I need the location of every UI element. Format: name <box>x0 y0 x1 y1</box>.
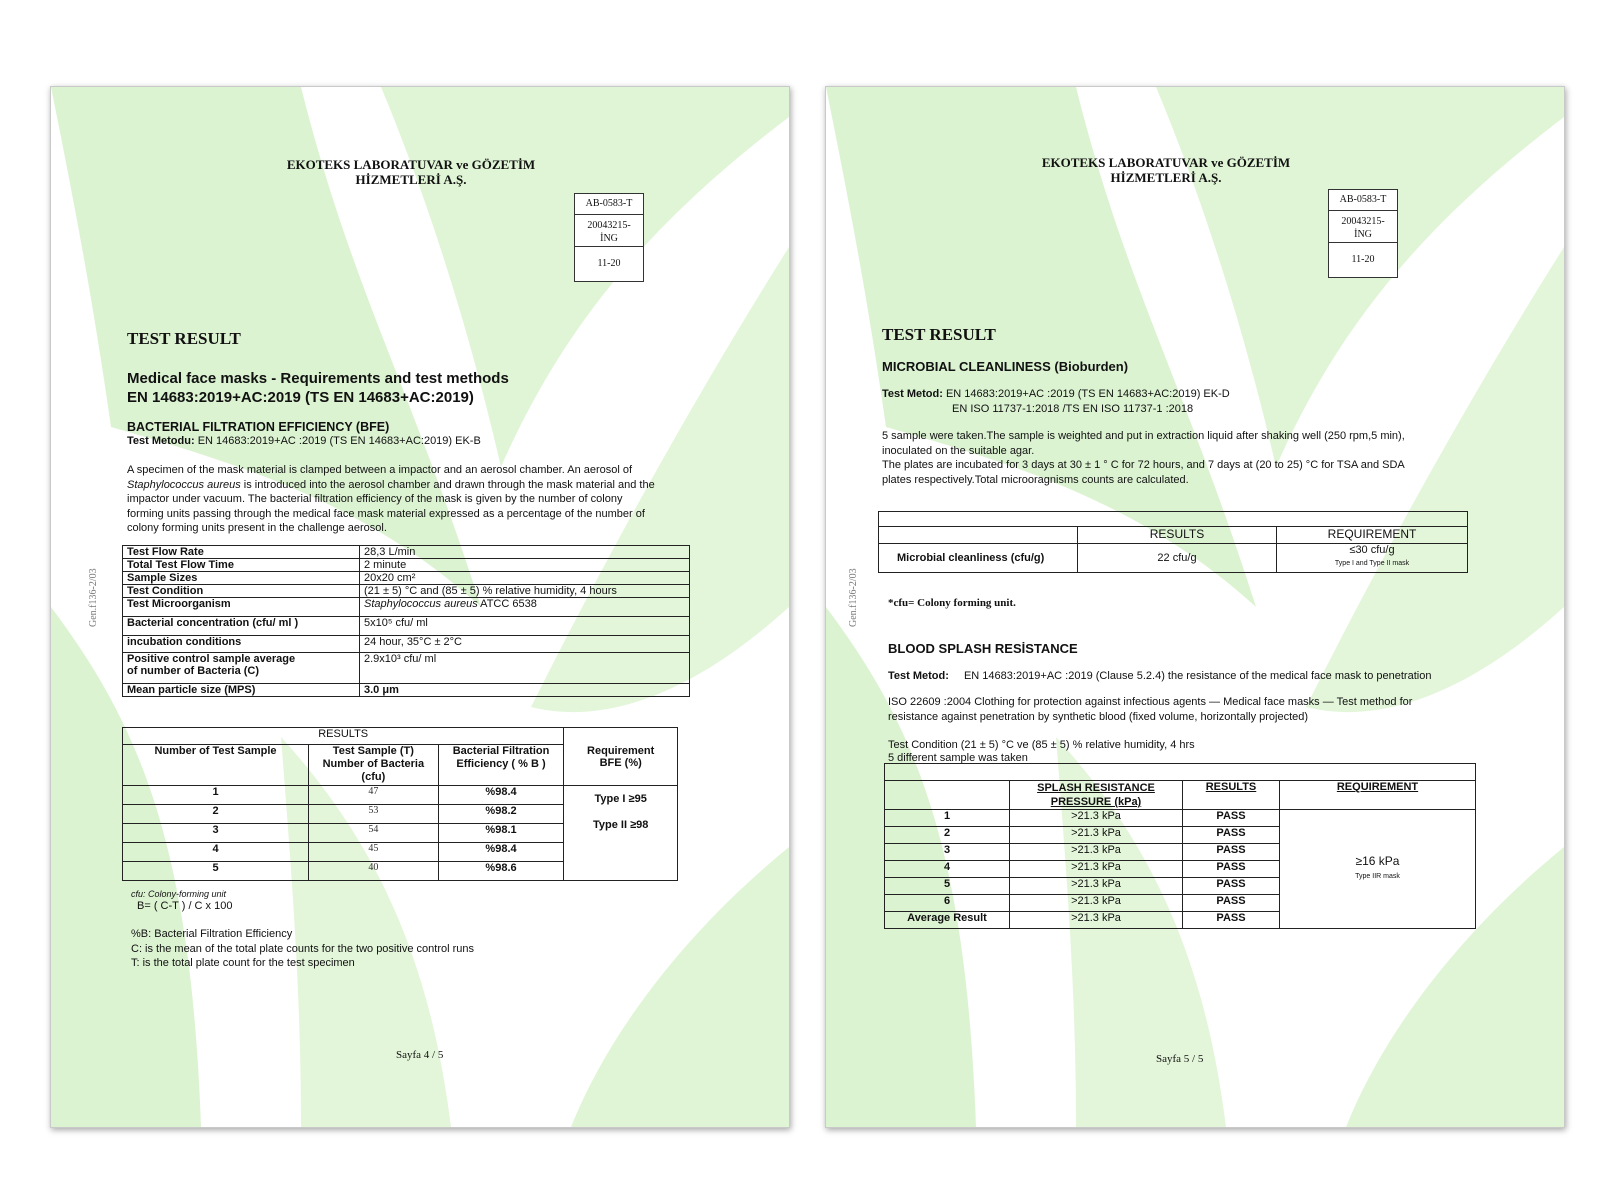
requirement-header <box>564 728 678 786</box>
form-code: Gen.f136-2/03 <box>88 568 99 627</box>
bacteria-count: 54 <box>309 824 439 843</box>
splash-pressure: >21.3 kPa <box>1010 878 1183 895</box>
blood-splash-method <box>888 669 1431 684</box>
standard-title-line2: EN 14683:2019+AC:2019 (TS EN 14683+AC:2019) <box>127 389 474 406</box>
desc-line3: impactor under vacuum. The bacterial filtration efficiency of the mask is given by the number of colony <box>127 493 623 505</box>
bacteria-count: 40 <box>309 862 439 881</box>
requirement-type1: Type I ≥95 <box>594 793 647 805</box>
microbial-results-table <box>878 511 1468 573</box>
condition-label: Bacterial concentration (cfu/ ml ) <box>123 617 360 636</box>
condition-label: Test Flow Rate <box>123 546 360 559</box>
table-row <box>123 546 690 559</box>
iso-reference <box>888 695 1412 724</box>
report-number-part1: 20043215- <box>587 220 631 231</box>
condition-value: 2 minute <box>360 559 690 572</box>
cfu-note: cfu: Colony-forming unit <box>131 889 227 899</box>
column-header-row <box>879 527 1468 544</box>
microbial-requirement-value: ≤30 cfu/g <box>1349 544 1395 556</box>
blood-method-value: EN 14683:2019+AC :2019 (Clause 5.2.4) the resistance of the medical face mask to penetration <box>963 670 1432 682</box>
table-row <box>123 684 690 697</box>
test-conditions-table <box>122 545 690 697</box>
condition-line: Test Condition (21 ± 5) °C ve (85 ± 5) % relative humidity, 4 hrs <box>888 739 1195 751</box>
lab-name-line2: HİZMETLERİ A.Ş. <box>1110 170 1222 185</box>
desc-line1: A specimen of the mask material is clamped between a impactor and an aerosol chamber. An aerosol of <box>127 464 633 476</box>
micro-desc-line3: The plates are incubated for 3 days at 30 ± 1 ° C for 72 hours, and 7 days at (20 to 25) °C for TSA and SDA <box>882 459 1405 471</box>
note-bfe: %B: Bacterial Filtration Efficiency <box>131 928 293 940</box>
iso-line1: ISO 22609 :2004 Clothing for protection against infectious agents — Medical face masks — Test method for <box>888 696 1413 708</box>
col-efficiency-line1: Bacterial Filtration <box>452 745 550 757</box>
test-result-title: TEST RESULT <box>127 329 241 348</box>
col-test-sample-line1: Test Sample (T) <box>332 745 414 757</box>
splash-pressure: >21.3 kPa <box>1010 895 1183 912</box>
form-code: Gen.f136-2/03 <box>848 568 859 627</box>
results-header: RESULTS <box>123 728 564 745</box>
splash-result: PASS <box>1183 878 1280 895</box>
col-efficiency-line2: Efficiency ( % B ) <box>456 758 546 770</box>
condition-value: 24 hour, 35°C ± 2°C <box>360 636 690 653</box>
sample-number: 2 <box>885 827 1010 844</box>
table-top-row <box>879 512 1468 527</box>
bacteria-count: 47 <box>309 786 439 805</box>
col-splash-results: RESULTS <box>1183 781 1280 810</box>
requirement-type2: Type II ≥98 <box>593 819 649 831</box>
sample-number: 1 <box>885 810 1010 827</box>
report-number <box>1329 211 1397 243</box>
splash-conditions <box>888 739 1195 765</box>
organism-strain: ATCC 6538 <box>477 598 537 610</box>
condition-label-line1: Positive control sample average <box>127 653 296 665</box>
col-test-sample <box>309 745 439 786</box>
microbial-method <box>882 387 1230 416</box>
bfe-heading: BACTERIAL FILTRATION EFFICIENCY (BFE) <box>127 420 390 434</box>
desc-line2 <box>127 478 717 493</box>
sample-number: 4 <box>123 843 309 862</box>
splash-result: PASS <box>1183 895 1280 912</box>
document-code-box <box>1328 189 1398 278</box>
splash-result: PASS <box>1183 810 1280 827</box>
splash-pressure: >21.3 kPa <box>1010 861 1183 878</box>
method-value: EN 14683:2019+AC :2019 (TS EN 14683+AC:2019) EK-B <box>197 435 481 447</box>
bfe-value: %98.1 <box>438 824 564 843</box>
method-label: Test Metodu: <box>127 435 195 447</box>
bfe-formula: B= ( C-T ) / C x 100 <box>137 900 233 912</box>
test-result-title: TEST RESULT <box>882 325 996 344</box>
microbial-requirement-note: Type I and Type II mask <box>1334 560 1410 567</box>
microbial-result: 22 cfu/g <box>1078 544 1277 573</box>
lab-name-line1: EKOTEKS LABORATUVAR ve GÖZETİM <box>1041 155 1291 170</box>
report-number <box>575 215 643 247</box>
condition-label: Test Microorganism <box>123 598 360 617</box>
col-sample-number: Number of Test Sample <box>123 745 309 786</box>
document-code-box <box>574 193 644 282</box>
splash-pressure: >21.3 kPa <box>1010 844 1183 861</box>
results-header-row <box>123 728 678 745</box>
empty-header-cell <box>879 527 1078 544</box>
report-date: 11-20 <box>597 258 621 269</box>
report-number-part2: İNG <box>1354 229 1372 240</box>
method-label: Test Metod: <box>882 388 943 400</box>
condition-label <box>123 653 360 684</box>
desc-line4: forming units passing through the medical face mask material expressed as a percentage of the number of <box>127 507 645 520</box>
condition-value: (21 ± 5) °C and (85 ± 5) % relative humidity, 4 hours <box>360 585 690 598</box>
micro-desc-line4: plates respectively.Total microoragnisms counts are calculated. <box>882 473 1189 486</box>
organism-name: Staphylococcus aureus <box>364 598 478 610</box>
condition-value: 28,3 L/min <box>360 546 690 559</box>
col-results: RESULTS <box>1078 527 1277 544</box>
condition-label-line2: of number of Bacteria (C) <box>127 665 260 677</box>
bfe-results-table <box>122 727 678 881</box>
method-value-line1: EN 14683:2019+AC :2019 (TS EN 14683+AC:2019) EK-D <box>945 388 1230 400</box>
condition-label: incubation conditions <box>123 636 360 653</box>
cfu-note: *cfu= Colony forming unit. <box>888 597 1016 609</box>
table-row <box>123 598 690 617</box>
samples-line: 5 different sample was taken <box>888 752 1028 764</box>
table-row <box>123 559 690 572</box>
desc-line2-text: is introduced into the aerosol chamber and drawn through the mask material and the <box>240 478 655 491</box>
col-splash-pressure-line1: SPLASH RESISTANCE <box>1037 782 1155 794</box>
splash-result: PASS <box>1183 912 1280 929</box>
document-page-5 <box>825 86 1565 1128</box>
requirement-header-line2: BFE (%) <box>599 756 642 769</box>
bacteria-count: 53 <box>309 805 439 824</box>
table-row <box>885 810 1476 827</box>
microbial-row-label: Microbial cleanliness (cfu/g) <box>879 544 1078 573</box>
splash-requirement-value: ≥16 kPa <box>1355 854 1400 868</box>
bacteria-count: 45 <box>309 843 439 862</box>
sample-number: 5 <box>123 862 309 881</box>
accreditation-code: AB-0583-T <box>1329 190 1397 211</box>
splash-requirement-note: Type IIR mask <box>1355 873 1400 880</box>
note-t: T: is the total plate count for the test specimen <box>131 957 355 969</box>
sample-number: 3 <box>123 824 309 843</box>
splash-result: PASS <box>1183 861 1280 878</box>
sample-number: 2 <box>123 805 309 824</box>
col-test-sample-line3: (cfu) <box>361 771 386 783</box>
page-number: Sayfa 5 / 5 <box>1156 1053 1204 1065</box>
splash-pressure: >21.3 kPa <box>1010 827 1183 844</box>
table-top-row <box>885 764 1476 781</box>
condition-value <box>360 598 690 617</box>
condition-value: 2.9x10³ cfu/ ml <box>360 653 690 684</box>
condition-label: Sample Sizes <box>123 572 360 585</box>
note-c: C: is the mean of the total plate counts for the two positive control runs <box>131 942 475 955</box>
desc-organism: Staphylococcus aureus <box>127 478 241 491</box>
sample-number: 4 <box>885 861 1010 878</box>
sample-number: 6 <box>885 895 1010 912</box>
col-requirement: REQUIREMENT <box>1277 527 1468 544</box>
col-splash-pressure-line2: PRESSURE (kPa) <box>1050 796 1142 808</box>
lab-name-line1: EKOTEKS LABORATUVAR ve GÖZETİM <box>286 157 536 172</box>
column-header-row <box>885 781 1476 810</box>
report-number-part2: İNG <box>600 233 618 244</box>
bfe-value: %98.4 <box>438 786 564 805</box>
empty-header-cell <box>885 781 1010 810</box>
micro-desc-line2: inoculated on the suitable agar. <box>882 444 1035 457</box>
requirement-header-line1: Requirement <box>587 744 655 757</box>
table-row <box>123 786 678 805</box>
splash-pressure: >21.3 kPa <box>1010 810 1183 827</box>
method-value-line2: EN ISO 11737-1:2018 /TS EN ISO 11737-1 :2018 <box>952 402 1194 415</box>
page-number: Sayfa 4 / 5 <box>396 1049 444 1061</box>
splash-result: PASS <box>1183 844 1280 861</box>
table-row <box>123 617 690 636</box>
col-splash-requirement: REQUIREMENT <box>1280 781 1476 810</box>
lab-header <box>261 157 561 187</box>
table-row <box>885 764 1476 781</box>
blood-splash-heading: BLOOD SPLASH RESİSTANCE <box>888 641 1078 656</box>
lab-header <box>1016 155 1316 185</box>
bfe-value: %98.2 <box>438 805 564 824</box>
condition-value: 5x10⁵ cfu/ ml <box>360 617 690 636</box>
bfe-value: %98.6 <box>438 862 564 881</box>
bfe-requirement <box>564 786 678 881</box>
sample-number: 1 <box>123 786 309 805</box>
standard-title-line1: Medical face masks - Requirements and test methods <box>127 370 509 387</box>
blood-method-label: Test Metod: <box>888 670 949 682</box>
table-row <box>123 653 690 684</box>
bfe-method <box>127 434 481 449</box>
splash-requirement <box>1280 810 1476 929</box>
bfe-value: %98.4 <box>438 843 564 862</box>
splash-result: PASS <box>1183 827 1280 844</box>
iso-line2: resistance against penetration by synthetic blood (fixed volume, horizontally projected) <box>888 710 1309 723</box>
micro-desc-line1: 5 sample were taken.The sample is weighted and put in extraction liquid after shaking well (250 rpm,5 min), <box>882 430 1405 442</box>
report-number-part1: 20043215- <box>1341 216 1385 227</box>
col-efficiency <box>438 745 564 786</box>
average-label: Average Result <box>885 912 1010 929</box>
microbial-heading: MICROBIAL CLEANLINESS (Bioburden) <box>882 359 1129 374</box>
accreditation-code: AB-0583-T <box>575 194 643 215</box>
col-splash-pressure <box>1010 781 1183 810</box>
table-row <box>123 636 690 653</box>
microbial-description <box>882 429 1482 487</box>
table-row <box>879 544 1468 573</box>
report-date: 11-20 <box>1351 254 1375 265</box>
condition-value: 3.0 μm <box>360 684 690 697</box>
lab-name-line2: HİZMETLERİ A.Ş. <box>355 172 467 187</box>
condition-label: Mean particle size (MPS) <box>123 684 360 697</box>
table-row <box>123 572 690 585</box>
document-page-4 <box>50 86 790 1128</box>
bfe-notes <box>131 927 474 971</box>
table-row <box>879 512 1468 527</box>
col-test-sample-line2: Number of Bacteria <box>322 758 425 770</box>
desc-line5: colony forming units present in the challenge aerosol. <box>127 522 387 534</box>
table-row <box>123 585 690 598</box>
bfe-description <box>127 463 717 536</box>
standard-title <box>127 369 509 407</box>
sample-number: 5 <box>885 878 1010 895</box>
sample-number: 3 <box>885 844 1010 861</box>
microbial-requirement <box>1277 544 1468 573</box>
blood-splash-table <box>884 763 1476 929</box>
condition-value: 20x20 cm² <box>360 572 690 585</box>
splash-pressure: >21.3 kPa <box>1010 912 1183 929</box>
condition-label: Total Test Flow Time <box>123 559 360 572</box>
condition-label: Test Condition <box>123 585 360 598</box>
